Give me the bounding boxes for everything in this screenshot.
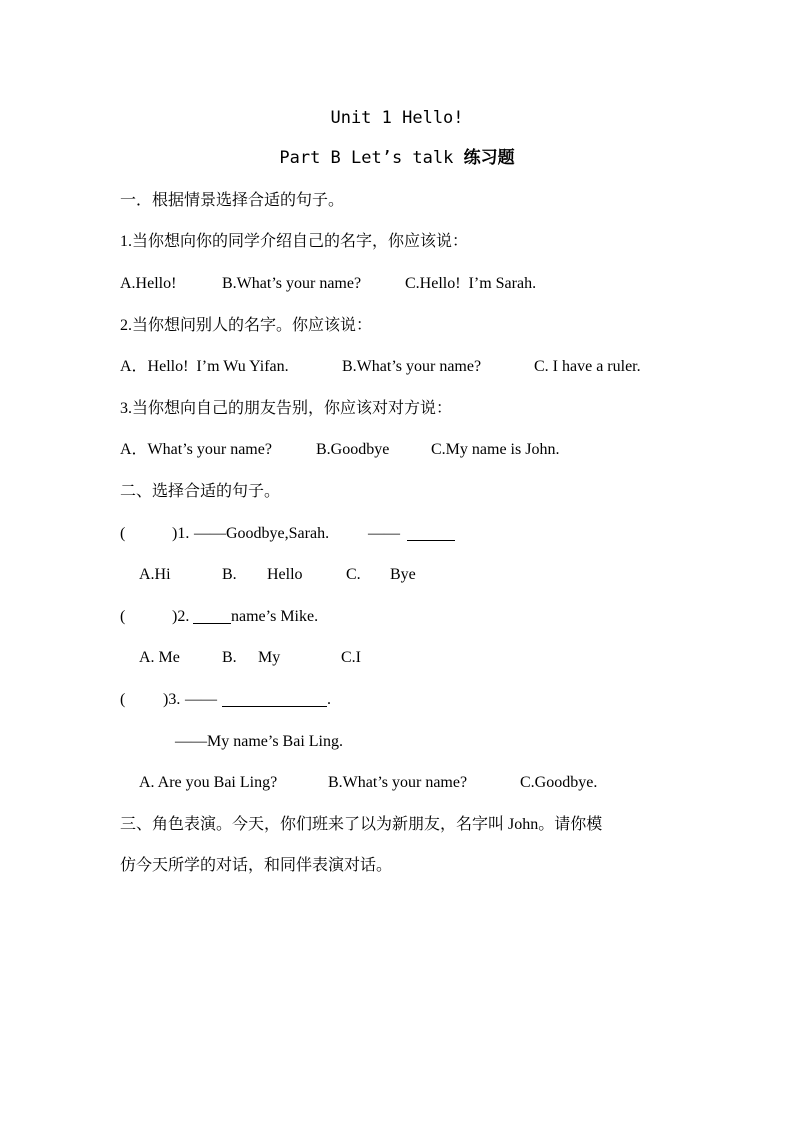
s2-q2-prompt: name’s Mike. <box>231 608 319 625</box>
s1-q3-option-c: C.My name is John. <box>431 441 560 458</box>
s2-q1-reply-dash: —— <box>368 525 400 542</box>
s1-q1-stem: 1.当你想向你的同学介绍自己的名字，你应该说： <box>120 233 469 250</box>
subtitle-cn: 练习题 <box>463 148 515 168</box>
s2-q3-period: . <box>327 691 331 708</box>
s1-q1-option-b: B.What’s your name? <box>222 275 362 292</box>
section3-line1: 三、角色表演。今天，你们班来了以为新朋友，名字叫 John。请你模 <box>120 816 603 833</box>
s2-q3-number: )3. <box>163 691 181 708</box>
s2-q2-option-a: A. Me <box>139 649 180 666</box>
s2-q2-answer-blank <box>193 609 231 624</box>
s2-q3-answer-open-paren: ( <box>120 691 126 708</box>
s2-q1-option-b: B. <box>222 566 237 583</box>
s1-q2-stem: 2.当你想问别人的名字。你应该说： <box>120 317 373 334</box>
s1-q3-option-a: A．What’s your name? <box>120 441 272 458</box>
worksheet-title: Unit 1 Hello! <box>330 108 464 128</box>
s2-q1-prompt: ——Goodbye,Sarah. <box>194 525 330 542</box>
s2-q3-option-c: C.Goodbye. <box>520 774 598 791</box>
s1-q1-option-a: A.Hello! <box>120 275 177 292</box>
s2-q2-option-c: C.I <box>341 649 361 666</box>
s2-q1-option-c: C. <box>346 566 361 583</box>
section2-heading: 二、选择合适的句子。 <box>120 483 281 500</box>
s2-q3-answer-blank <box>222 692 327 707</box>
s2-q3-dash: —— <box>185 691 217 708</box>
s2-q1-option-b-text: Hello <box>267 566 303 583</box>
s2-q2-number: )2. <box>172 608 190 625</box>
s1-q3-stem: 3.当你想向自己的朋友告别，你应该对对方说： <box>120 400 453 417</box>
s2-q2-option-b: B. <box>222 649 237 666</box>
worksheet-subtitle <box>0 148 794 168</box>
s2-q3-option-a: A. Are you Bai Ling? <box>139 774 278 791</box>
section1-heading: 一．根据情景选择合适的句子。 <box>120 192 345 209</box>
section3-line2: 仿今天所学的对话，和同伴表演对话。 <box>120 857 393 874</box>
s1-q1-option-c: C.Hello! I’m Sarah. <box>405 275 537 292</box>
s2-q1-answer-open-paren: ( <box>120 525 126 542</box>
s2-q1-option-a: A.Hi <box>139 566 171 583</box>
s2-q1-answer-blank <box>407 526 455 541</box>
s2-q3-option-b: B.What’s your name? <box>328 774 468 791</box>
s2-q3-reply: ——My name’s Bai Ling. <box>175 733 343 750</box>
s2-q2-answer-open-paren: ( <box>120 608 126 625</box>
s1-q3-option-b: B.Goodbye <box>316 441 390 458</box>
s1-q2-option-a: A．Hello! I’m Wu Yifan. <box>120 358 289 375</box>
s2-q1-number: )1. <box>172 525 190 542</box>
s2-q2-option-b-text: My <box>258 649 281 666</box>
s1-q2-option-c: C. I have a ruler. <box>534 358 641 375</box>
s2-q1-option-c-text: Bye <box>390 566 416 583</box>
s1-q2-option-b: B.What’s your name? <box>342 358 482 375</box>
subtitle-en: Part B Let’s talk <box>279 148 454 168</box>
